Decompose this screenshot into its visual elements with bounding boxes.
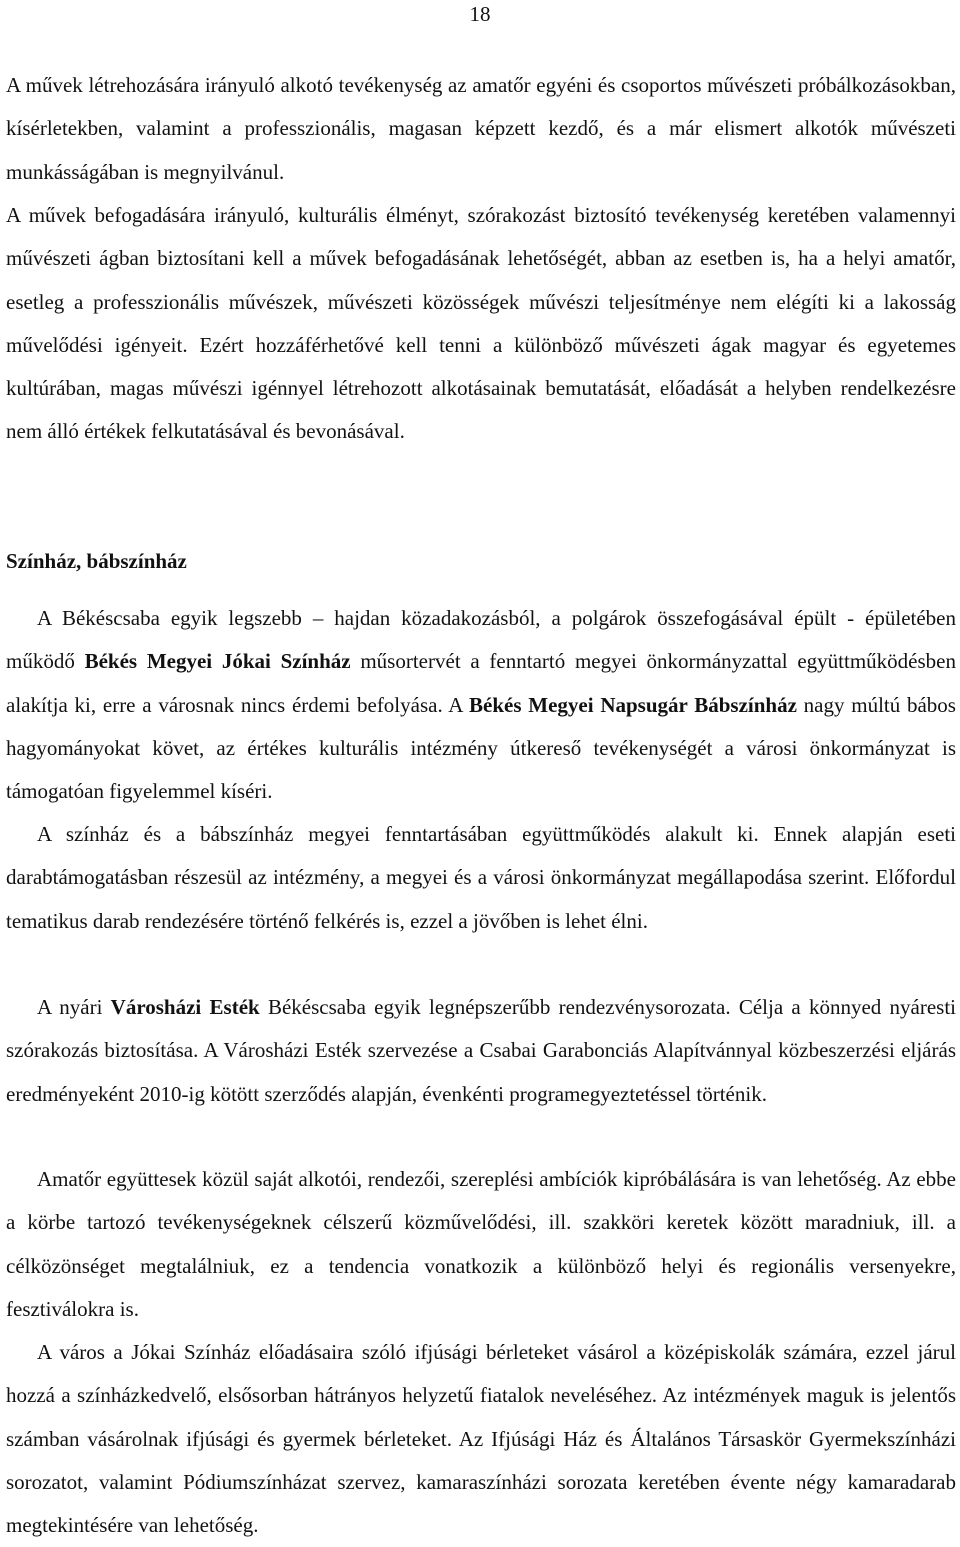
theatre-name-napsugar: Békés Megyei Napsugár Bábszínház	[469, 692, 797, 717]
text-segment: Békéscsaba egyik legnépszerűbb rendezvénysorozata. Célja a könnyed nyáresti szórakozás biztosítása. A Városházi Esték szervezése a Csabai Garabonciás Alapítvánnyal közbeszerzési eljárás eredményeként 2010-ig kötött szerződés alapján, évenkénti programegyeztetéssel történik.	[6, 995, 956, 1106]
theatre-name-jokai: Békés Megyei Jókai Színház	[84, 649, 351, 674]
text-segment: műsortervét a fenntartó megyei önkormányzattal együttműködésben alakítja ki, erre a városnak nincs érdemi befolyása. A	[6, 649, 956, 717]
event-name-varoshazi-estek: Városházi Esték	[110, 995, 260, 1019]
paragraph-cultural-reception: A művek befogadására irányuló, kulturális élményt, szórakozást biztosító tevékenység keretében valamennyi művészeti ágban biztosítani kell a művek befogadásának lehetőségét, abban az esetben is, ha a helyi amatőr, esetleg a professzionális művészek, művészeti közösségek művészi teljesítménye nem elégíti ki a lakosság művelődési igényeit. Ezért hozzáférhetővé kell tenni a különböző művészeti ágak magyar és egyetemes kultúrában, magas művészi igénnyel létrehozott alkotásainak bemutatását, előadását a helyben rendelkezésre nem álló értékek felkutatásával és bevonásával.	[6, 203, 956, 444]
text-segment: nagy múltú bábos hagyományokat követ, az értékes kulturális intézmény útkereső tevékenységét a városi önkormányzat is támogatóan figyelemmel kíséri.	[6, 692, 956, 804]
text-segment: A Békéscsaba egyik legszebb – hajdan közadakozásból, a polgárok összefogásával épült - épületében működő	[6, 606, 956, 674]
paragraph-cooperation: A színház és a bábszínház megyei fenntartásában együttműködés alakult ki. Ennek alapján eseti darabtámogatásban részesül az intézmény, a megyei és a városi önkormányzat megállapodása szerint. Előfordul tematikus darab rendezésére történő felkérés is, ezzel a jövőben is lehet élni.	[6, 822, 956, 933]
paragraph-summer-evenings	[6, 986, 956, 1116]
text-segment: A nyári	[37, 995, 111, 1019]
section-heading-theatre: Színház, bábszínház	[6, 549, 187, 573]
paragraph-theatres	[6, 597, 956, 813]
paragraph-artistic-creation: A művek létrehozására irányuló alkotó tevékenység az amatőr egyéni és csoportos művészeti próbálkozásokban, kísérletekben, valamint a professzionális, magasan képzett kezdő, és a már elismert alkotók művészeti munkásságában is megnyilvánul.	[6, 73, 956, 184]
paragraph-youth-tickets: A város a Jókai Színház előadásaira szóló ifjúsági bérleteket vásárol a középiskolák számára, ezzel járul hozzá a színházkedvelő, elsősorban hátrányos helyzetű fiatalok neveléséhez. Az intézmények maguk is jelentős számban vásárolnak ifjúsági és gyermek bérleteket. Az Ifjúsági Ház és Általános Társaskör Gyermekszínházi sorozatot, valamint Pódiumszínházat szervez, kamaraszínházi sorozata keretében évente négy kamaradarab megtekintésére van lehetőség.	[6, 1340, 956, 1538]
paragraph-amateur-ensembles: Amatőr együttesek közül saját alkotói, rendezői, szereplési ambíciók kipróbálására is van lehetőség. Az ebbe a körbe tartozó tevékenységeknek célszerű közművelődési, ill. szakköri keretek között maradniuk, ill. a célközönséget megtalálniuk, ez a tendencia vonatkozik a különböző helyi és regionális versenyekre, fesztiválokra is.	[6, 1167, 956, 1321]
page-number: 18	[469, 2, 491, 26]
